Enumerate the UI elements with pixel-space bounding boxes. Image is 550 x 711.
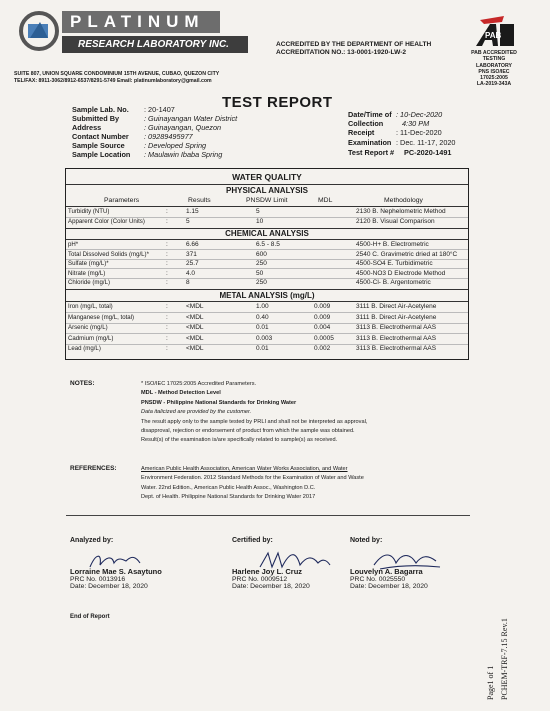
cell-limit: 0.01 (256, 324, 269, 331)
cell-method: 2540 C. Gravimetric dried at 180°C (356, 250, 458, 258)
cell-method: 3113 B. Electrothermal AAS (356, 334, 437, 342)
test-report-number: PC-2020-1491 (404, 148, 452, 157)
cell-colon: : (166, 313, 168, 321)
cell-param: Cadmium (mg/L) (68, 334, 114, 342)
address-label: Address (72, 123, 102, 132)
cell-param: Chloride (mg/L) (68, 279, 110, 287)
cell-result: 4.0 (186, 269, 196, 277)
signature-prc: PRC No. 0025550 (350, 576, 406, 583)
cell-method: 3111 B. Direct Air-Acetylene (356, 313, 437, 321)
cell-result: <MDL (186, 303, 204, 310)
water-quality-table (65, 168, 469, 360)
report-title: TEST REPORT (222, 94, 333, 111)
examination-value: : Dec. 11-17, 2020 (396, 138, 456, 147)
notes-label: NOTES: (70, 380, 95, 387)
signature-role: Analyzed by: (70, 537, 114, 544)
pab-line: 17025:2005 (480, 75, 508, 82)
references-block (141, 465, 364, 503)
handwritten-signature-icon (370, 547, 450, 573)
sample-source-value: : Developed Spring (144, 141, 207, 150)
cell-method: 4500-Cl- B. Argentometric (356, 279, 431, 287)
cell-result: <MDL (186, 313, 204, 321)
accreditation-number: ACCREDITATION NO.: 13-0001-1920-LW-2 (276, 49, 407, 56)
sample-source-label: Sample Source (72, 141, 125, 150)
signature-name: Lorraine Mae S. Asaytuno (70, 567, 162, 576)
form-code: PCHEM-TRF-7.15 Rev.1 (500, 618, 509, 700)
col-mdl: MDL (318, 197, 333, 204)
note-line: The result apply only to the sample tested by PRLI and shall not be interpreted as approval, (141, 418, 368, 425)
pab-accreditation-text (447, 50, 541, 88)
cell-colon: : (166, 324, 168, 331)
note-line: * ISO/IEC 17025:2005 Accredited Parameters. (141, 381, 257, 387)
cell-param: Sulfate (mg/L)* (68, 260, 109, 268)
col-pnsdw-limit: PNSDW Limit (246, 197, 288, 204)
cell-method: 2130 B. Nephelometric Method (356, 208, 446, 215)
reference-line: American Public Health Association, American Water Works Association, and Water (141, 466, 348, 472)
pab-line: PAB ACCREDITED (471, 50, 517, 56)
platinum-logo-icon (18, 10, 60, 52)
signature-prc: PRC No. 0013916 (70, 576, 126, 583)
signature-noted (350, 537, 428, 590)
signature-role: Certified by: (232, 537, 273, 544)
test-report-label: Test Report # (348, 148, 395, 157)
receipt-label: Receipt (348, 128, 375, 137)
cell-limit: 10 (256, 218, 264, 225)
address-value: : Guinayangan, Quezon (144, 123, 222, 132)
signature-date: Date: December 18, 2020 (232, 583, 310, 590)
cell-result: 8 (186, 279, 190, 287)
cell-limit: 250 (256, 279, 267, 287)
cell-method: 3113 B. Electrothermal AAS (356, 324, 437, 331)
cell-colon: : (166, 250, 168, 258)
cell-result: 6.66 (186, 241, 199, 248)
end-of-report: End of Report (70, 614, 110, 620)
table-title: WATER QUALITY (232, 172, 302, 182)
pab-accreditation-logo-icon (454, 14, 534, 50)
cell-mdl: 0.002 (314, 345, 331, 352)
signature-analyzed (70, 537, 162, 590)
cell-result: 1.15 (186, 208, 199, 215)
page-number: Page1 of 1 (486, 665, 495, 700)
cell-limit: 1.00 (256, 303, 269, 310)
cell-colon: : (166, 260, 168, 268)
receipt-value: : 11-Dec-2020 (396, 128, 442, 137)
physical-analysis-title: PHYSICAL ANALYSIS (226, 186, 308, 195)
cell-param: Manganese (mg/L, total) (68, 313, 135, 321)
note-line: Result(s) of the examination is/are specifically related to sample(s) as received. (141, 437, 338, 444)
references-label: REFERENCES: (70, 465, 117, 472)
reference-line: Dept. of Health. Philippine National Standards for Drinking Water 2017 (141, 494, 316, 501)
contact-number-label: Contact Number (72, 132, 129, 141)
cell-mdl: 0.009 (314, 313, 331, 321)
cell-limit: 250 (256, 260, 267, 268)
date-of-collection-value: : 10-Dec-2020 (396, 110, 443, 119)
cell-method: 3111 B. Direct Air-Acetylene (356, 303, 437, 310)
col-parameters: Parameters (104, 197, 140, 204)
cell-method: 4500-H+ B. Electrometric (356, 241, 429, 248)
cell-param: Total Dissolved Solids (mg/L)* (68, 250, 149, 258)
cell-param: Iron (mg/L, total) (68, 303, 113, 310)
signature-date: Date: December 18, 2020 (350, 583, 428, 590)
pab-line: TESTING (482, 56, 506, 63)
cell-colon: : (166, 208, 168, 215)
cell-result: <MDL (186, 324, 204, 331)
cell-result: 5 (186, 218, 190, 225)
note-line: PNSDW - Philippine National Standards for Drinking Water (141, 399, 297, 406)
cell-limit: 5 (256, 208, 260, 215)
cell-result: <MDL (186, 334, 204, 342)
pab-line: LABORATORY (476, 62, 512, 69)
pab-line: PNS ISO/IEC (478, 68, 510, 75)
metal-analysis-title: METAL ANALYSIS (mg/L) (219, 291, 315, 300)
signature-certified (232, 537, 310, 590)
cell-limit: 50 (256, 269, 264, 277)
cell-colon: : (166, 345, 168, 352)
cell-method: 4500-SO4 E. Turbidimetric (356, 260, 433, 268)
cell-param: Arsenic (mg/L) (68, 324, 108, 331)
handwritten-signature-icon (256, 547, 336, 573)
brand-name: PLATINUM (62, 11, 220, 33)
cell-colon: : (166, 334, 168, 342)
cell-colon: : (166, 269, 168, 277)
signature-name: Harlene Joy L. Cruz (232, 567, 303, 576)
cell-param: Lead (mg/L) (68, 345, 101, 352)
reference-line: Environment Federation. 2012 Standard Methods for the Examination of Water and Waste (141, 475, 364, 482)
sample-lab-no-value: : 20-1407 (144, 105, 175, 114)
sample-location-label: Sample Location (72, 150, 131, 159)
cell-limit: 600 (256, 250, 267, 258)
cell-method: 2120 B. Visual Comparison (356, 218, 435, 225)
divider (66, 515, 470, 516)
cell-param: Turbidity (NTU) (68, 208, 110, 215)
signature-name: Louvelyn A. Bagarra (350, 567, 423, 576)
cell-method: 3113 B. Electrothermal AAS (356, 345, 437, 352)
cell-limit: 0.01 (256, 345, 269, 352)
contact-number-value: : 09289495977 (144, 132, 193, 141)
address-line: SUITE 807, UNION SQUARE CONDOMINIUM 15TH AVENUE, CUBAO, QUEZON CITY (14, 71, 220, 77)
cell-param: Apparent Color (Color Units) (68, 218, 145, 225)
cell-method: 4500-NO3 D Electrode Method (356, 269, 446, 277)
col-methodology: Methodology (384, 197, 423, 204)
cell-limit: 0.40 (256, 313, 269, 321)
brand-subtitle: RESEARCH LABORATORY INC. (62, 36, 248, 53)
handwritten-signature-icon (86, 549, 156, 573)
examination-label: Examination (348, 138, 392, 147)
note-line: MDL - Method Detection Level (141, 390, 221, 397)
pab-logo-text: PAB (485, 31, 502, 40)
notes-block (141, 380, 367, 446)
contact-line: TEL/FAX: 8911-3062/8912-6537/8291-5749 Email: platinumlaboratory@gmail.com (14, 78, 212, 84)
pab-line: LA-2019-343A (476, 81, 512, 88)
cell-mdl: 0.0005 (314, 334, 334, 342)
cell-limit: 0.003 (256, 334, 273, 342)
cell-colon: : (166, 241, 168, 248)
cell-param: Nitrate (mg/L) (68, 269, 106, 277)
cell-result: 371 (186, 250, 197, 258)
reference-line: Water. 22nd Edition., American Public Health Assoc., Washington D.C. (141, 484, 316, 491)
chemical-analysis-title: CHEMICAL ANALYSIS (225, 229, 309, 238)
signature-prc: PRC No. 0009512 (232, 576, 288, 583)
sample-location-value: : Maulawin Ibaba Spring (144, 150, 223, 159)
cell-limit: 6.5 - 8.5 (256, 241, 280, 248)
date-of-label: Date/Time of (348, 110, 392, 119)
cell-result: <MDL (186, 345, 204, 352)
cell-mdl: 0.004 (314, 324, 331, 331)
submitted-by-value: : Guinayangan Water District (144, 114, 238, 123)
sample-lab-no-label: Sample Lab. No. (72, 105, 129, 114)
cell-param: pH* (68, 241, 79, 248)
cell-colon: : (166, 218, 168, 225)
cell-colon: : (166, 303, 168, 310)
note-line: Data italicized are provided by the customer. (141, 409, 252, 416)
cell-colon: : (166, 279, 168, 287)
submitted-by-label: Submitted By (72, 114, 120, 123)
collection-label: Collection (348, 119, 384, 128)
note-line: disapproval, rejection or endorsement of product from which the sample was obtained. (141, 428, 355, 435)
signature-role: Noted by: (350, 537, 383, 544)
signature-date: Date: December 18, 2020 (70, 583, 148, 590)
accreditation-line: ACCREDITED BY THE DEPARTMENT OF HEALTH (276, 41, 432, 48)
col-results: Results (188, 197, 211, 204)
cell-mdl: 0.009 (314, 303, 331, 310)
collection-time-value: 4:30 PM (402, 119, 430, 128)
cell-result: 25.7 (186, 260, 199, 268)
